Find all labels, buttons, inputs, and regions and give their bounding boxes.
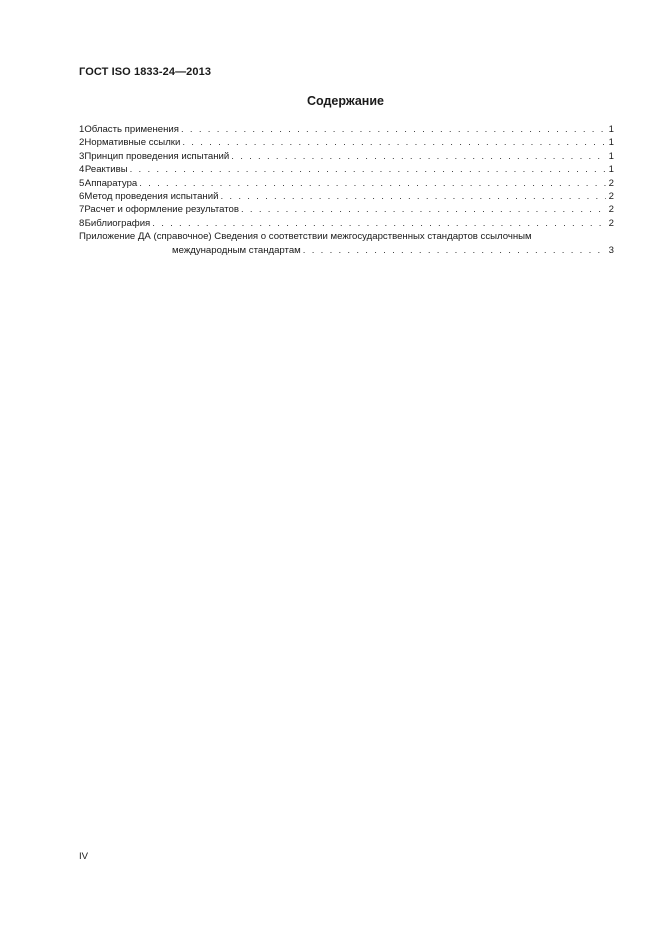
toc-leader-dots <box>303 244 606 257</box>
toc-entry[interactable] <box>79 136 614 149</box>
toc-entry-number: 3 <box>79 150 85 162</box>
toc-entry-label: Область применения <box>84 124 179 135</box>
toc-appendix-label-continued: международным стандартам <box>172 244 301 256</box>
toc-entry[interactable] <box>79 177 614 190</box>
toc-leader-dots <box>181 123 606 136</box>
toc-entry[interactable] <box>79 190 614 203</box>
toc-entry-page: 1 <box>608 164 614 176</box>
toc-leader-dots <box>182 136 606 149</box>
toc-leader-dots <box>139 177 606 190</box>
toc-leader-dots <box>220 190 606 203</box>
toc-entry-label: Метод проведения испытаний <box>84 190 219 202</box>
page-number: IV <box>79 851 89 862</box>
toc-entry[interactable] <box>79 123 614 136</box>
toc-entry-page: 2 <box>608 190 614 202</box>
toc-appendix-label: Приложение ДА (справочное) Сведения о соответствии межгосударственных стандартов ссылочным <box>79 231 532 243</box>
toc-entry-number: 4 <box>79 164 85 176</box>
toc-entry-page: 2 <box>608 217 614 229</box>
toc-entry-number: 5 <box>79 177 85 189</box>
toc-entry-number: 7 <box>79 204 85 216</box>
toc-entry-page: 1 <box>608 137 614 149</box>
toc-entry-page: 1 <box>608 150 614 162</box>
table-of-contents <box>79 123 614 257</box>
toc-entry[interactable] <box>79 150 614 163</box>
toc-leader-dots <box>152 217 606 230</box>
toc-entry-page: 1 <box>608 124 614 135</box>
toc-entry-label: Аппаратура <box>84 177 138 189</box>
toc-leader-dots <box>130 163 606 176</box>
toc-entry-number: 8 <box>79 217 85 229</box>
toc-entry-number: 1 <box>79 124 85 135</box>
toc-entry[interactable] <box>79 217 614 230</box>
toc-entry[interactable] <box>79 163 614 176</box>
toc-entry-label: Расчет и оформление результатов <box>84 204 239 216</box>
toc-entry-label: Нормативные ссылки <box>84 137 181 149</box>
toc-leader-dots <box>231 150 606 163</box>
toc-entry-number: 2 <box>79 137 85 149</box>
toc-entry[interactable] <box>79 203 614 216</box>
toc-appendix-page: 3 <box>608 244 614 256</box>
toc-entry-page: 2 <box>608 204 614 216</box>
toc-appendix-continuation <box>79 244 614 257</box>
document-code: ГОСТ ISO 1833-24—2013 <box>79 66 212 78</box>
toc-leader-dots <box>241 203 606 216</box>
toc-appendix-entry[interactable] <box>79 230 614 257</box>
toc-entry-label: Библиография <box>84 217 151 229</box>
toc-title: Содержание <box>306 94 384 108</box>
toc-entry-label: Принцип проведения испытаний <box>84 150 230 162</box>
toc-entry-number: 6 <box>79 190 85 202</box>
toc-entry-page: 2 <box>608 177 614 189</box>
toc-entry-label: Реактивы <box>84 164 128 176</box>
